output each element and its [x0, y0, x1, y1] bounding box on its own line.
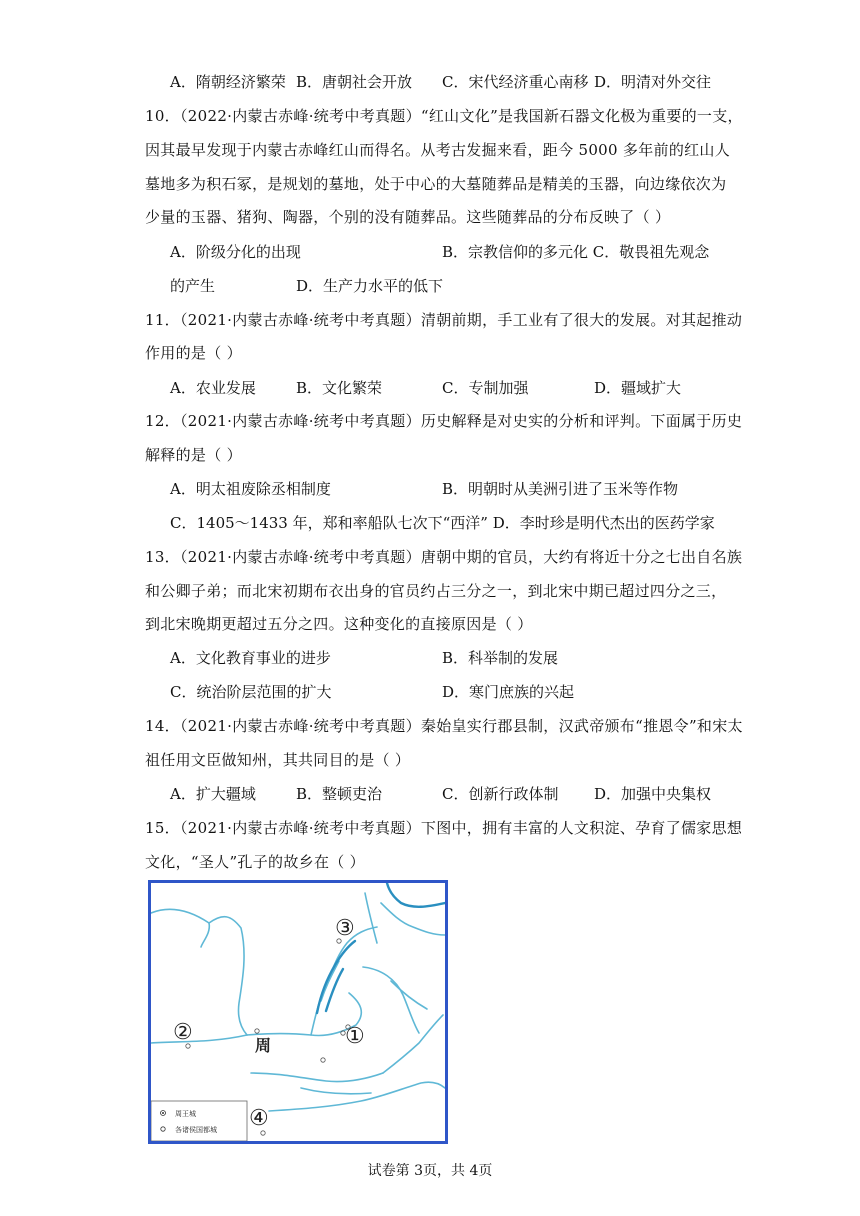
q9-option-d[interactable]: D．明清对外交往 — [594, 73, 712, 91]
q9-option-b[interactable]: B．唐朝社会开放 — [296, 73, 413, 91]
river-lines — [151, 893, 445, 1111]
q13-option-a[interactable]: A．文化教育事业的进步 — [170, 649, 331, 667]
q10-option-d[interactable]: D．生产力水平的低下 — [296, 277, 444, 295]
q11-stem-line-2: 作用的是（ ） — [145, 344, 242, 362]
map-marker-3[interactable]: ③ — [335, 916, 355, 941]
q12-stem-line-1: 12．（2021·内蒙古赤峰·统考中考真题）历史解释是对史实的分析和评判。下面属于历史 — [145, 412, 743, 430]
map-legend — [151, 1101, 247, 1141]
q10-option-a[interactable]: A．阶级分化的出现 — [170, 243, 301, 261]
q10-stem-line-3: 墓地多为积石冢，是规划的墓地，处于中心的大墓随葬品是精美的玉器，向边缘依次为 — [145, 175, 727, 193]
q14-option-c[interactable]: C．创新行政体制 — [442, 785, 559, 803]
q11-option-c[interactable]: C．专制加强 — [442, 379, 529, 397]
q15-stem-line-1: 15．（2021·内蒙古赤峰·统考中考真题）下图中，拥有丰富的人文积淀、孕育了儒家思想 — [145, 819, 743, 837]
q11-stem-line-1: 11．（2021·内蒙古赤峰·统考中考真题）清朝前期，手工业有了很大的发展。对其起推动 — [145, 311, 743, 329]
map-marker-2[interactable]: ② — [173, 1020, 193, 1045]
q10-option-c-continued: 的产生 — [170, 277, 216, 295]
q13-stem-line-3: 到北宋晚期更超过五分之四。这种变化的直接原因是（ ） — [145, 615, 533, 633]
map-marker-1[interactable]: ① — [345, 1024, 365, 1049]
q13-stem-line-1: 13．（2021·内蒙古赤峰·统考中考真题）唐朝中期的官员，大约有将近十分之七出自名族 — [145, 548, 743, 566]
q10-option-b-c[interactable]: B．宗教信仰的多元化 C．敬畏祖先观念 — [442, 243, 710, 261]
q10-stem-line-1: 10．（2022·内蒙古赤峰·统考中考真题）“红山文化”是我国新石器文化极为重要的一支， — [145, 107, 743, 125]
q13-stem-line-2: 和公卿子弟；而北宋初期布衣出身的官员约占三分之一，到北宋中期已超过四分之三， — [145, 582, 727, 600]
q12-option-c-d[interactable]: C．1405～1433 年，郑和率船队七次下“西洋” D．李时珍是明代杰出的医药学家 — [170, 514, 715, 532]
q14-stem-line-1: 14．（2021·内蒙古赤峰·统考中考真题）秦始皇实行郡县制，汉武帝颁布“推恩令”和宋太 — [145, 717, 743, 735]
legend-vassal-capital: 各诸侯国都城 — [175, 1126, 217, 1134]
q14-stem-line-2: 祖任用文臣做知州，其共同目的是（ ） — [145, 751, 411, 769]
q13-option-d[interactable]: D．寒门庶族的兴起 — [442, 683, 575, 701]
q9-option-a[interactable]: A．隋朝经济繁荣 — [170, 73, 286, 91]
q12-option-b[interactable]: B．明朝时从美洲引进了玉米等作物 — [442, 480, 679, 498]
zhou-map-drawing — [151, 883, 445, 1141]
legend-royal-city: 周王城 — [175, 1110, 196, 1118]
map-markers — [173, 916, 365, 1131]
q15-stem-line-2: 文化，“圣人”孔子的故乡在（ ） — [145, 853, 365, 871]
q11-option-d[interactable]: D．疆域扩大 — [594, 379, 682, 397]
page-footer: 试卷第 3页，共 4页 — [367, 1163, 493, 1179]
map-label-zhou: 周 — [255, 1036, 272, 1055]
q13-option-c[interactable]: C．统治阶层范围的扩大 — [170, 683, 332, 701]
map-marker-4[interactable]: ④ — [249, 1106, 269, 1131]
q14-option-b[interactable]: B．整顿吏治 — [296, 785, 383, 803]
q12-stem-line-2: 解释的是（ ） — [145, 446, 242, 464]
q11-option-a[interactable]: A．农业发展 — [170, 379, 256, 397]
zhou-map-figure — [148, 880, 448, 1144]
q13-option-b[interactable]: B．科举制的发展 — [442, 649, 559, 667]
q9-option-c[interactable]: C．宋代经济重心南移 — [442, 73, 589, 91]
q14-option-d[interactable]: D．加强中央集权 — [594, 785, 712, 803]
q12-option-a[interactable]: A．明太祖废除丞相制度 — [170, 480, 331, 498]
q10-stem-line-4: 少量的玉器、猪狗、陶器，个别的没有随葬品。这些随葬品的分布反映了（ ） — [145, 208, 671, 226]
q14-option-a[interactable]: A．扩大疆域 — [170, 785, 256, 803]
q11-option-b[interactable]: B．文化繁荣 — [296, 379, 383, 397]
q10-stem-line-2: 因其最早发现于内蒙古赤峰红山而得名。从考古发掘来看，距今 5000 多年前的红山人 — [145, 141, 731, 159]
